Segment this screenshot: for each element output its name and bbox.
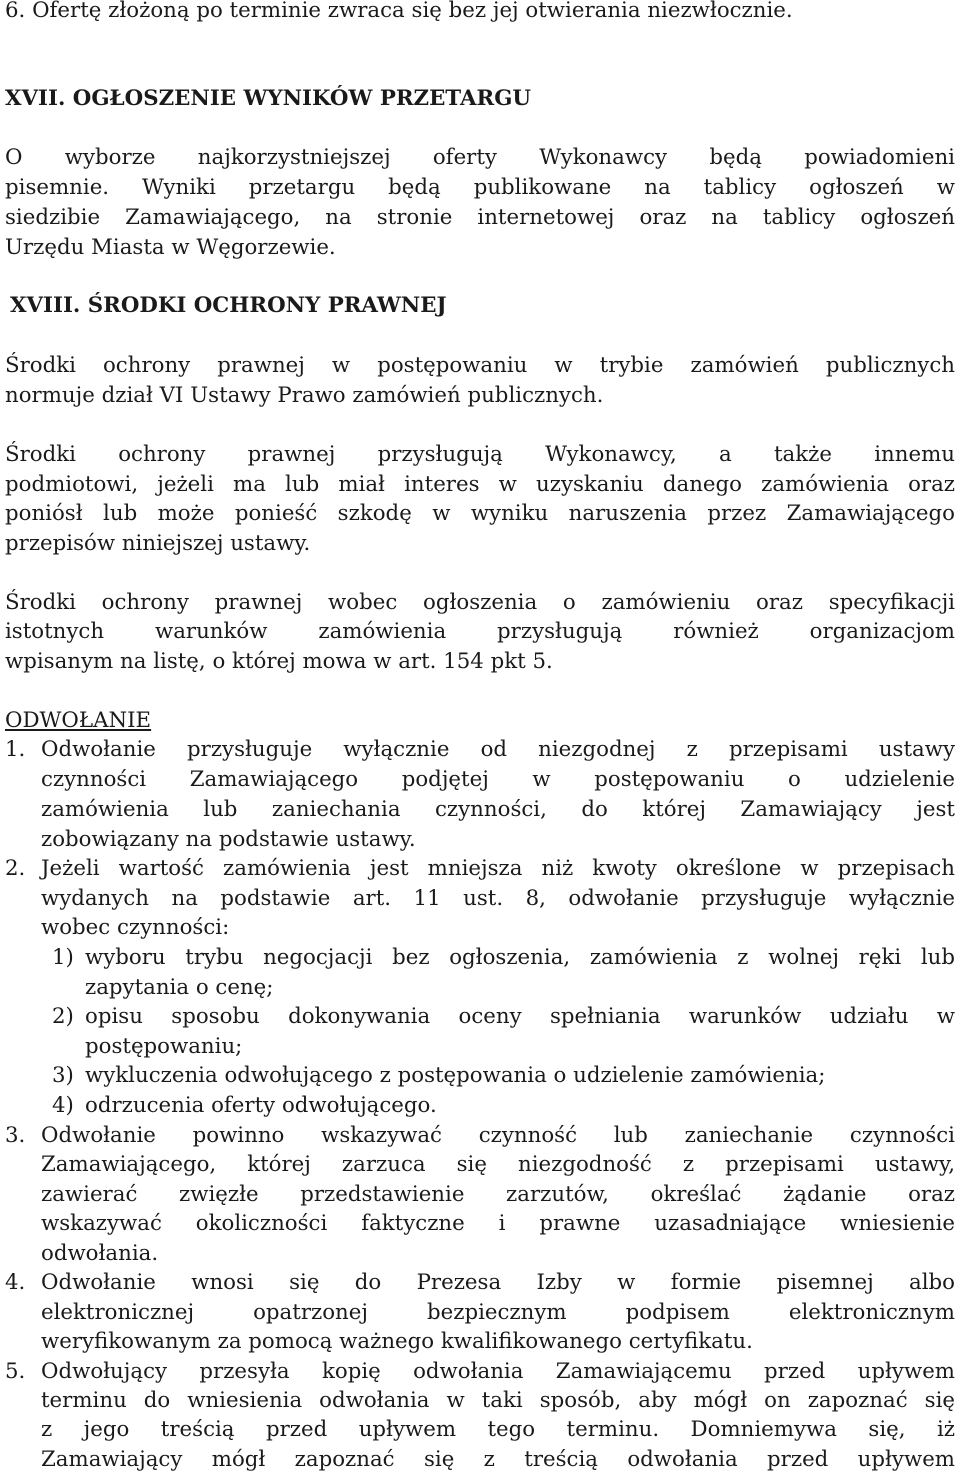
text-line: Środki ochrony prawnej wobec ogłoszenia o zamówieniu oraz specyfikacji xyxy=(5,590,955,615)
list-number: 1. xyxy=(5,737,26,762)
section-heading-xvii: XVII. OGŁOSZENIE WYNIKÓW PRZETARGU xyxy=(5,86,531,111)
list-number: 3. xyxy=(5,1123,26,1148)
text-line: Urzędu Miasta w Węgorzewie. xyxy=(5,235,336,260)
text-line: odwołania. xyxy=(41,1241,159,1266)
text-line: zapytania o cenę; xyxy=(85,975,274,1000)
text-line: opisu sposobu dokonywania oceny spełniania warunków udziału w xyxy=(85,1004,955,1029)
text-line: podmiotowi, jeżeli ma lub miał interes w uzyskaniu danego zamówienia oraz xyxy=(5,472,955,497)
text-line: elektronicznej opatrzonej bezpiecznym podpisem elektronicznym xyxy=(41,1300,955,1325)
text-line: postępowaniu; xyxy=(85,1034,243,1059)
sublist-number: 3) xyxy=(52,1063,74,1088)
list-number: 2. xyxy=(5,856,26,881)
text-line: Zamawiającego, której zarzuca się niezgodność z przepisami ustawy, xyxy=(41,1152,955,1177)
text-line: weryfikowanym za pomocą ważnego kwalifikowanego certyfikatu. xyxy=(41,1329,753,1354)
list-number: 5. xyxy=(5,1359,26,1384)
text-line: Odwołanie powinno wskazywać czynność lub zaniechanie czynności xyxy=(41,1123,955,1148)
text-line: Zamawiający mógł zapoznać się z treścią odwołania przed upływem xyxy=(41,1447,955,1472)
text-line: Odwołanie wnosi się do Prezesa Izby w formie pisemnej albo xyxy=(41,1270,955,1295)
text-line: odrzucenia oferty odwołującego. xyxy=(85,1093,437,1118)
text-line: zamówienia lub zaniechania czynności, do której Zamawiający jest xyxy=(41,797,955,822)
text-line: O wyborze najkorzystniejszej oferty Wykonawcy będą powiadomieni xyxy=(5,145,955,170)
text-line: wydanych na podstawie art. 11 ust. 8, odwołanie przysługuje wyłącznie xyxy=(41,886,955,911)
sublist-number: 1) xyxy=(52,945,74,970)
text-line: terminu do wniesienia odwołania w taki sposób, aby mógł on zapoznać się xyxy=(41,1388,955,1413)
text-line: wpisanym na listę, o której mowa w art. 154 pkt 5. xyxy=(5,649,553,674)
text-line: Odwołujący przesyła kopię odwołania Zamawiającemu przed upływem xyxy=(41,1359,955,1384)
text-line: wykluczenia odwołującego z postępowania o udzielenie zamówienia; xyxy=(85,1063,826,1088)
text-line: pisemnie. Wyniki przetargu będą publikowane na tablicy ogłoszeń w xyxy=(5,175,955,200)
section-heading-xviii: XVIII. ŚRODKI OCHRONY PRAWNEJ xyxy=(10,293,447,318)
list-item-6: 6. Ofertę złożoną po terminie zwraca się bez jej otwierania niezwłocznie. xyxy=(5,0,793,23)
sublist-number: 4) xyxy=(52,1093,74,1118)
text-line: zobowiązany na podstawie ustawy. xyxy=(41,827,416,852)
text-line: zawierać zwięzłe przedstawienie zarzutów, określać żądanie oraz xyxy=(41,1182,955,1207)
text-line: wyboru trybu negocjacji bez ogłoszenia, zamówienia z wolnej ręki lub xyxy=(85,945,955,970)
text-line: Jeżeli wartość zamówienia jest mniejsza niż kwoty określone w przepisach xyxy=(41,856,955,881)
list-number: 4. xyxy=(5,1270,26,1295)
text-line: Odwołanie przysługuje wyłącznie od niezgodnej z przepisami ustawy xyxy=(41,737,955,762)
text-line: wskazywać okoliczności faktyczne i prawne uzasadniające wniesienie xyxy=(41,1211,955,1236)
text-line: Środki ochrony prawnej w postępowaniu w trybie zamówień publicznych xyxy=(5,353,955,378)
text-line: siedzibie Zamawiającego, na stronie internetowej oraz na tablicy ogłoszeń xyxy=(5,205,955,230)
text-line: przepisów niniejszej ustawy. xyxy=(5,531,311,556)
text-line: Środki ochrony prawnej przysługują Wykonawcy, a także innemu xyxy=(5,442,955,467)
text-line: normuje dział VI Ustawy Prawo zamówień publicznych. xyxy=(5,383,604,408)
text-line: czynności Zamawiającego podjętej w postępowaniu o udzielenie xyxy=(41,767,955,792)
text-line: z jego treścią przed upływem tego terminu. Domniemywa się, iż xyxy=(41,1417,955,1442)
sublist-number: 2) xyxy=(52,1004,74,1029)
text-line: wobec czynności: xyxy=(41,915,230,940)
text-line: istotnych warunków zamówienia przysługują również organizacjom xyxy=(5,619,955,644)
subsection-heading-odwolanie: ODWOŁANIE xyxy=(5,708,152,733)
text-line: poniósł lub może ponieść szkodę w wyniku naruszenia przez Zamawiającego xyxy=(5,501,955,526)
